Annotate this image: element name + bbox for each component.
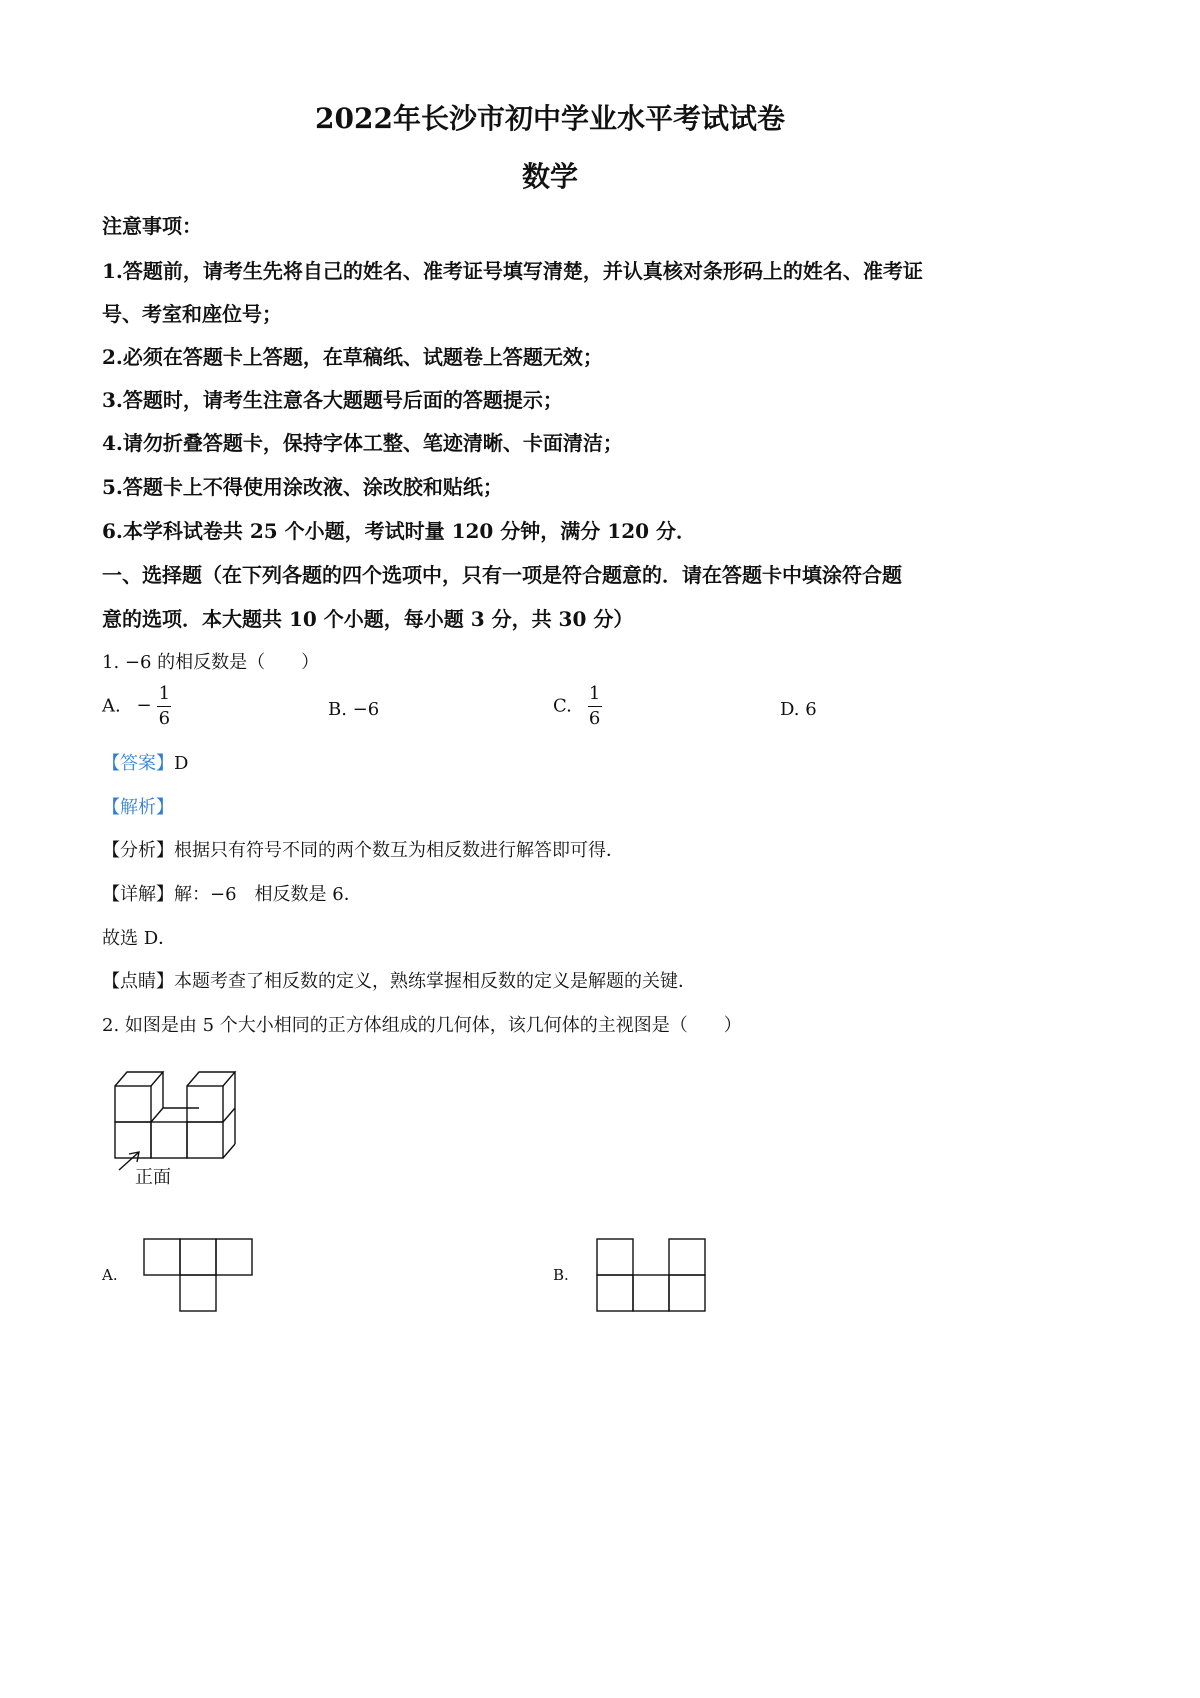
q2-option-a-label: A. [102, 1266, 118, 1284]
q1-analysis-tag: 【解析】 [102, 797, 174, 818]
q1-fenxi: 【分析】根据只有符号不同的两个数互为相反数进行解答即可得． [102, 840, 624, 861]
notice-item-1-line-1: 1.答题前，请考生先将自己的姓名、准考证号填写清楚，并认真核对条形码上的姓名、准考证 [102, 259, 923, 283]
notice-item-1-line-2: 号、考室和座位号； [102, 302, 282, 326]
q1-option-c-numerator: 1 [588, 683, 601, 704]
notice-heading: 注意事项： [102, 214, 202, 238]
q1-xiangjie: 【详解】解：−6 相反数是 6． [102, 884, 362, 905]
section-1-heading-line-1: 一、选择题（在下列各题的四个选项中，只有一项是符合题意的．请在答题卡中填涂符合题 [102, 563, 902, 587]
front-label: 正面 [135, 1167, 171, 1188]
q2-option-b-label: B. [553, 1266, 569, 1284]
q1-option-c [553, 684, 602, 729]
q1-option-a-denominator: 6 [158, 707, 171, 729]
section-1-heading-line-2: 意的选项．本大题共 10 个小题，每小题 3 分，共 30 分） [102, 607, 634, 631]
exam-subject: 数学 [521, 160, 578, 193]
notice-item-3: 3.答题时，请考生注意各大题题号后面的答题提示； [102, 388, 563, 412]
q1-dianjing: 【点睛】本题考查了相反数的定义，熟练掌握相反数的定义是解题的关键． [102, 971, 696, 992]
answer-value: D [174, 753, 189, 774]
question-2-stem: 2. 如图是由 5 个大小相同的正方体组成的几何体，该几何体的主视图是（ ） [102, 1015, 742, 1036]
q1-option-a-sign: − [136, 695, 152, 717]
cube-solid-figure [105, 1062, 255, 1192]
q2-option-b-figure [596, 1238, 708, 1314]
fraction-bar [588, 706, 602, 707]
notice-item-4: 4.请勿折叠答题卡，保持字体工整、笔迹清晰、卡面清洁； [102, 431, 623, 455]
q1-guxuan: 故选 D． [102, 928, 177, 949]
answer-tag: 【答案】 [102, 753, 174, 774]
q1-option-d: D. 6 [780, 699, 817, 720]
notice-item-5: 5.答题卡上不得使用涂改液、涂改胶和贴纸； [102, 475, 503, 499]
notice-item-2: 2.必须在答题卡上答题，在草稿纸、试题卷上答题无效； [102, 345, 603, 369]
notice-item-6: 6.本学科试卷共 25 个小题，考试时量 120 分钟，满分 120 分． [102, 519, 696, 543]
q1-option-a-fraction [157, 684, 171, 729]
q2-option-a-figure [143, 1238, 255, 1314]
exam-title: 2022年长沙市初中学业水平考试试卷 [315, 102, 785, 135]
q1-option-c-fraction [588, 684, 602, 729]
q1-option-a-numerator: 1 [158, 683, 171, 704]
q1-option-b: B. −6 [328, 699, 380, 720]
q1-option-c-label: C. [553, 695, 572, 717]
q1-option-c-denominator: 6 [588, 707, 601, 729]
q1-option-a-label: A. [102, 695, 121, 717]
question-1-stem: 1. −6 的相反数是（ ） [102, 652, 320, 673]
q1-option-a [102, 684, 171, 729]
q1-answer [102, 749, 188, 775]
fraction-bar [157, 706, 171, 707]
